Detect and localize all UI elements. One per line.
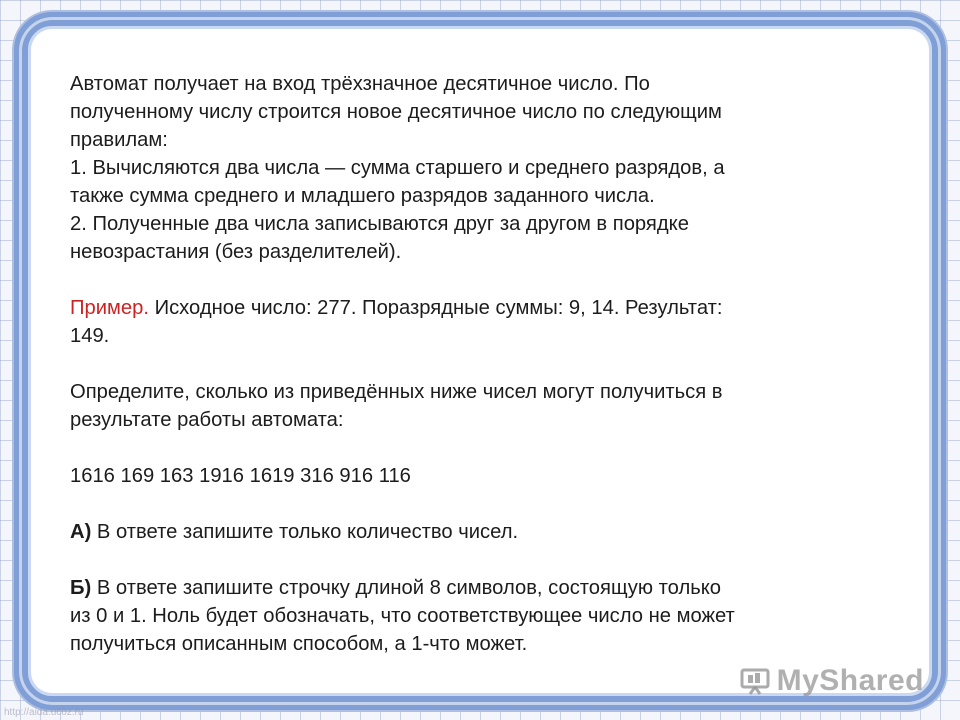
example-line: 149. <box>70 325 110 347</box>
numbers-list: 1616 169 163 1916 1619 316 916 116 <box>70 465 411 487</box>
rule-2-line: 2. Полученные два числа записываются друг за другом в порядке <box>70 213 689 235</box>
paragraph-line: полученному числу строится новое десятичное число по следующим <box>70 101 722 123</box>
question-line: результате работы автомата: <box>70 409 344 431</box>
slide-frame <box>14 12 946 710</box>
presentation-icon <box>739 667 771 695</box>
example-line <box>70 294 870 322</box>
part-b-line: из 0 и 1. Ноль будет обозначать, что соответствующее число не может <box>70 605 735 627</box>
myshared-watermark <box>739 664 924 698</box>
part-b-text: В ответе запишите строчку длиной 8 символов, состоящую только <box>91 577 722 599</box>
part-a <box>70 518 870 546</box>
slide-content <box>70 70 870 658</box>
rule-1-line: также сумма среднего и младшего разрядов заданного числа. <box>70 185 655 207</box>
part-b-line: получиться описанным способом, а 1-что может. <box>70 633 528 655</box>
paragraph-line: правилам: <box>70 129 168 151</box>
example-label: Пример. <box>70 297 149 319</box>
part-b-label: Б) <box>70 577 92 599</box>
question-line: Определите, сколько из приведённых ниже чисел могут получиться в <box>70 381 723 403</box>
logo-text: MyShared <box>776 664 924 697</box>
example-text: Исходное число: 277. Поразрядные суммы: 9, 14. Результат: <box>148 297 723 319</box>
part-a-text: В ответе запишите только количество чисел. <box>91 521 519 543</box>
footer-url: http://aida.ucoz.ru <box>4 707 84 718</box>
part-b <box>70 574 870 602</box>
part-a-label: А) <box>70 521 92 543</box>
rule-2-line: невозрастания (без разделителей). <box>70 241 402 263</box>
paragraph-line: Автомат получает на вход трёхзначное десятичное число. По <box>70 73 650 95</box>
rule-1-line: 1. Вычисляются два числа — сумма старшего и среднего разрядов, а <box>70 157 725 179</box>
